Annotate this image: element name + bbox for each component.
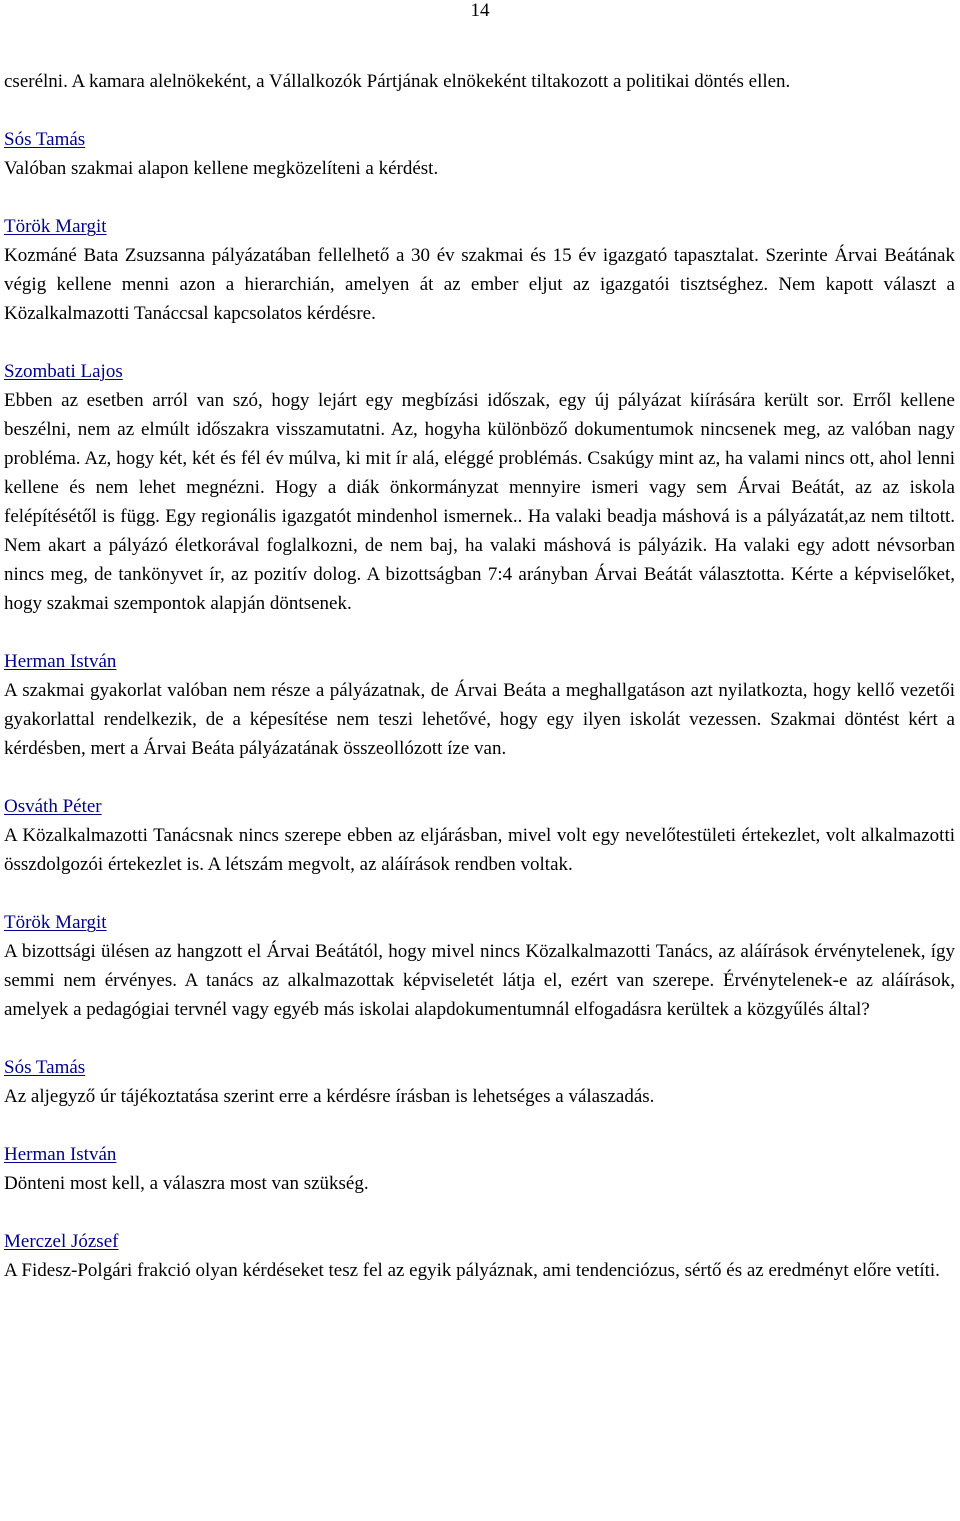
paragraph-text: A bizottsági ülésen az hangzott el Árvai Beátától, hogy mivel nincs Közalkalmazotti Tanács, az aláírások érvénytelenek, így semmi nem érvényes. A tanács az alkalmazottak képviseletét látja el, ezért van szerepe. Érvénytelenek-e az aláírások, amelyek a pedagógiai tervnél vagy egyéb más iskolai alapdokumentumnál elfogadásra kerültek a közgyűlés által? [4,941,955,1020]
transcript-block [4,67,955,96]
transcript-block [4,1140,955,1198]
paragraph-text: Dönteni most kell, a válaszra most van szükség. [4,1173,369,1194]
paragraph-text: A Fidesz-Polgári frakció olyan kérdéseket tesz fel az egyik pályáznak, ami tendenciózus, sértő és az eredményt előre vetíti. [4,1260,940,1281]
page-number: 14 [470,0,490,21]
transcript-block [4,357,955,618]
transcript-block [4,1227,955,1285]
speaker-name: Herman István [4,651,117,672]
speaker-name: Török Margit [4,912,107,933]
speaker-name: Sós Tamás [4,129,86,150]
transcript-block [4,1053,955,1111]
transcript-block [4,647,955,763]
speaker-name: Sós Tamás [4,1057,86,1078]
speaker-name: Merczel József [4,1231,119,1252]
transcript-block [4,792,955,879]
speaker-name: Török Margit [4,216,107,237]
speaker-name: Szombati Lajos [4,361,123,382]
speaker-name: Herman István [4,1144,117,1165]
paragraph-text: Az aljegyző úr tájékoztatása szerint erre a kérdésre írásban is lehetséges a válaszadás. [4,1086,655,1107]
transcript-block [4,212,955,328]
transcript-block [4,908,955,1024]
paragraph-text: Valóban szakmai alapon kellene megközelíteni a kérdést. [4,158,439,179]
speaker-name: Osváth Péter [4,796,102,817]
paragraph-text: Ebben az esetben arról van szó, hogy lejárt egy megbízási időszak, egy új pályázat kiírására került sor. Erről kellene beszélni, nem az elmúlt időszakra visszamutatni. Az, hogyha különböző dokumentumok nincsenek meg, az valóban nagy probléma. Az, hogy két, két és fél év múlva, ki mit ír alá, eléggé problémás. Csakúgy mint az, ha valami nincs ott, ahol lenni kellene és nem lehet megnézni. Hogy a diák önkormányzat mennyire ismeri vagy sem Árvai Beátát, az az iskola felépítésétől is függ. Egy regionális igazgatót mindenhol ismernek.. Ha valaki beadja máshová is a pályázatát,az nem tiltott. Nem akart a pályázó életkorával foglalkozni, de nem baj, ha valaki máshová is pályázik. Ha valaki egy adott névsorban nincs meg, de tankönyvet ír, az pozitív dolog. A bizottságban 7:4 arányban Árvai Beátát választotta. Kérte a képviselőket, hogy szakmai szempontok alapján döntsenek. [4,390,955,614]
paragraph-text: Kozmáné Bata Zsuzsanna pályázatában fellelhető a 30 év szakmai és 15 év igazgató tapasztalat. Szerinte Árvai Beátának végig kellene menni azon a hierarchián, amelyen át az ember eljut az igazgatói tisztséghez. Nem kapott választ a Közalkalmazotti Tanáccsal kapcsolatos kérdésre. [4,245,955,324]
transcript-block [4,125,955,183]
paragraph-text: cserélni. A kamara alelnökeként, a Vállalkozók Pártjának elnökeként tiltakozott a politikai döntés ellen. [4,71,791,92]
paragraph-text: A Közalkalmazotti Tanácsnak nincs szerepe ebben az eljárásban, mivel volt egy nevelőtestületi értekezlet, volt alkalmazotti összdolgozói értekezlet is. A létszám megvolt, az aláírások rendben voltak. [4,825,955,875]
transcript-body [4,67,955,1314]
paragraph-text: A szakmai gyakorlat valóban nem része a pályázatnak, de Árvai Beáta a meghallgatáson azt nyilatkozta, hogy kellő vezetői gyakorlattal rendelkezik, de a képesítése nem teszi lehetővé, hogy egy ilyen iskolát vezessen. Szakmai döntést kért a kérdésben, mert a Árvai Beáta pályázatának összeollózott íze van. [4,680,955,759]
